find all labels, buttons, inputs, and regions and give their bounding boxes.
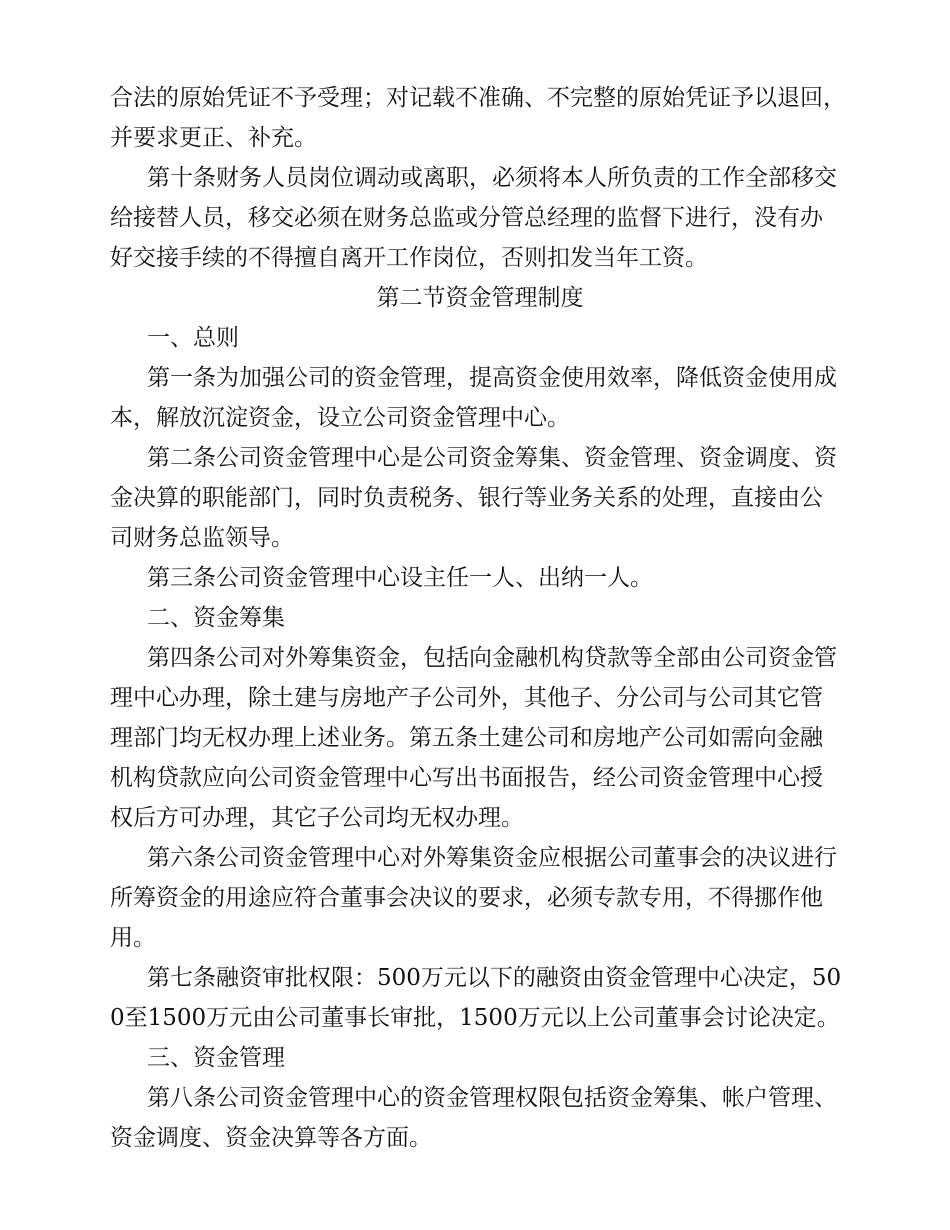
text-line: 0至1500万元由公司董事长审批，1500万元以上公司董事会讨论决定。 bbox=[110, 1005, 840, 1031]
text-line: 机构贷款应向公司资金管理中心写出书面报告，经公司资金管理中心授 bbox=[110, 765, 823, 791]
text-line: 所筹资金的用途应符合董事会决议的要求，必须专款专用，不得挪作他 bbox=[110, 885, 823, 911]
article-1-line: 第一条为加强公司的资金管理，提高资金使用效率，降低资金使用成 bbox=[147, 365, 837, 391]
text-line: 司财务总监领导。 bbox=[110, 525, 294, 551]
article-10-line: 第十条财务人员岗位调动或离职，必须将本人所负责的工作全部移交 bbox=[147, 165, 837, 191]
text-line: 合法的原始凭证不予受理；对记载不准确、不完整的原始凭证予以退回， bbox=[110, 85, 846, 111]
article-6-line: 第六条公司资金管理中心对外筹集资金应根据公司董事会的决议进行 bbox=[147, 845, 837, 871]
subsection-heading-fundraising: 二、资金筹集 bbox=[147, 605, 285, 631]
text-line: 给接替人员，移交必须在财务总监或分管总经理的监督下进行，没有办 bbox=[110, 205, 823, 231]
text-line: 金决算的职能部门，同时负责税务、银行等业务关系的处理，直接由公 bbox=[110, 485, 823, 511]
article-7-line: 第七条融资审批权限：500万元以下的融资由资金管理中心决定，50 bbox=[147, 965, 842, 991]
article-4-line: 第四条公司对外筹集资金，包括向金融机构贷款等全部由公司资金管 bbox=[147, 645, 837, 671]
text-line: 好交接手续的不得擅自离开工作岗位，否则扣发当年工资。 bbox=[110, 245, 708, 271]
subsection-heading-fund-management: 三、资金管理 bbox=[147, 1045, 285, 1071]
document-page bbox=[110, 78, 850, 1158]
text-line: 权后方可办理，其它子公司均无权办理。 bbox=[110, 805, 524, 831]
subsection-heading-general: 一、总则 bbox=[147, 325, 239, 351]
article-2-line: 第二条公司资金管理中心是公司资金筹集、资金管理、资金调度、资 bbox=[147, 445, 837, 471]
text-line: 理中心办理，除土建与房地产子公司外，其他子、分公司与公司其它管 bbox=[110, 685, 823, 711]
text-line: 理部门均无权办理上述业务。第五条土建公司和房地产公司如需向金融 bbox=[110, 725, 823, 751]
text-line: 本，解放沉淀资金，设立公司资金管理中心。 bbox=[110, 405, 570, 431]
text-line: 用。 bbox=[110, 925, 156, 951]
text-line: 并要求更正、补充。 bbox=[110, 125, 317, 151]
article-3-line: 第三条公司资金管理中心设主任一人、出纳一人。 bbox=[147, 565, 653, 591]
article-8-line: 第八条公司资金管理中心的资金管理权限包括资金筹集、帐户管理、 bbox=[147, 1085, 837, 1111]
text-line: 资金调度、资金决算等各方面。 bbox=[110, 1125, 432, 1151]
section-heading: 第二节资金管理制度 bbox=[376, 285, 584, 311]
